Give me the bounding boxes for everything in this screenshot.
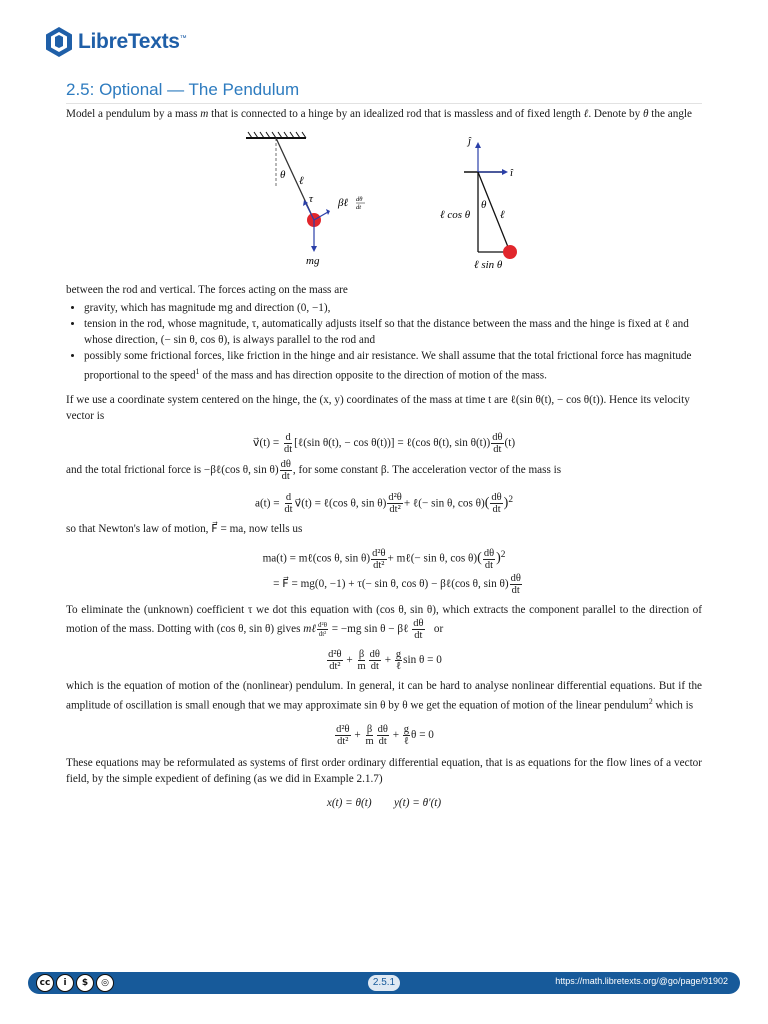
nonlinear-equation: $\frac{\text{d²θ}}{\text{dt²}}$ + $\frac{\beta}{m}$ $\frac{d\theta}{dt}$ + $\frac{g}{\text{ℓ}}$ sin θ = 0 (328, 649, 442, 673)
lcos-label: ℓ cos θ (440, 209, 471, 221)
left-theta-label: θ (280, 169, 286, 181)
page-title: 2.5: Optional — The Pendulum (66, 80, 702, 104)
right-coordinate-diagram (440, 135, 517, 271)
i-hat-label: î (510, 167, 514, 179)
logo-text: LibreTexts™ (78, 30, 187, 53)
velocity-equation: v⃗(t) = $\frac{d}{dt}$ [ℓ(sin θ(t), − cos θ(t))] = ℓ(cos θ(t), sin θ(t)) $\frac{d\theta}{dt}$ (t) (252, 431, 516, 455)
right-theta-label: θ (481, 199, 487, 211)
tension-label: τ (309, 193, 313, 205)
cc-license-badge[interactable] (36, 974, 114, 992)
cc-icon: cc (36, 974, 54, 992)
j-hat-label: ĵ (468, 135, 472, 147)
libretexts-logo-icon (44, 26, 74, 58)
newton-equation-line-1: ma(t) = mℓ(cos θ, sin θ) $\frac{\text{d²θ}}{\text{dt²}}$ + mℓ(− sin θ, cos θ)( $\frac{d\theta}{dt}$ )$^2$ (262, 548, 506, 572)
definition-equation: x(t) = θ(t) y(t) = θ′(t) (326, 796, 442, 809)
lsin-label: ℓ sin θ (474, 259, 503, 271)
friction-dt: dt (356, 204, 362, 211)
intro-paragraph: Model a pendulum by a mass m that is connected to a hinge by an idealized rod that is massless and of fixed length ℓ. Denote by θ the angle (66, 108, 692, 120)
eliminate-paragraph: To eliminate the (unknown) coefficient τ we dot this equation with (cos θ, sin θ), which extracts the component parallel to the direction of motion of the mass. Dotting with (cos θ, sin θ) gives mℓ $\frac{\text{d²θ}}{\text{dt²}}$ = −mg sin θ − βℓ $\frac{d\theta}{dt}$ or (66, 604, 702, 642)
pendulum-figure (66, 126, 702, 282)
friction-dtheta: dθ (356, 196, 363, 203)
reformulation-paragraph: These equations may be reformulated as systems of first order ordinary differential equation, that is as equations for the flow lines of a vector field, by the simple expedient of defining (as we did in Example 2.1.7) (66, 756, 702, 785)
footnote-2-link[interactable]: 2 (648, 697, 653, 707)
friction-label: βℓ (338, 197, 349, 209)
right-ell-label: ℓ (500, 209, 505, 221)
coordinates-paragraph: If we use a coordinate system centered on the hinge, the (x, y) coordinates of the mass at time t are ℓ(sin θ(t), − cos θ(t)). Hence its velocity vector is (66, 393, 690, 422)
list-item: • gravity, which has magnitude mg and direction (0, −1), (84, 300, 702, 316)
footnote-1-link[interactable]: 1 (195, 367, 200, 376)
forces-list (66, 300, 702, 384)
page-footer (28, 972, 740, 994)
friction-paragraph: and the total frictional force is −βℓ(cos θ, sin θ) $\frac{d\theta}{dt}$ , for some constant β. The acceleration vector of the mass is (66, 458, 562, 482)
left-pendulum-diagram (246, 132, 365, 267)
noncommercial-icon: $ (76, 974, 94, 992)
forces-intro: between the rod and vertical. The forces acting on the mass are (66, 284, 348, 296)
list-item: • possibly some frictional forces, like friction in the hinge and air resistance. We shall assume that the total frictional force has magnitude proportional to the speed$^1$ of the mass and has direction opposite to the direction of motion of the mass. (84, 348, 702, 384)
linear-equation: $\frac{\text{d²θ}}{\text{dt²}}$ + $\frac{\beta}{m}$ $\frac{d\theta}{dt}$ + $\frac{g}{\text{ℓ}}$ θ = 0 (336, 723, 434, 747)
page-number: 2.5.1 (368, 975, 400, 991)
list-item: • tension in the rod, whose magnitude, τ, automatically adjusts itself so that the distance between the mass and the hinge is fixed at ℓ and whose direction, (− sin θ, cos θ), is always parallel to the rod and (84, 316, 702, 348)
pendulum-diagrams (66, 126, 702, 282)
left-ell-label: ℓ (299, 175, 304, 187)
sharealike-icon: ◎ (96, 974, 114, 992)
libretexts-logo[interactable] (44, 26, 186, 58)
newton-equation-line-2: = F⃗ = mg(0, −1) + τ(− sin θ, cos θ) − βℓ(cos θ, sin θ) $\frac{d\theta}{dt}$ (273, 573, 521, 597)
nonlinear-paragraph: which is the equation of motion of the (nonlinear) pendulum. In general, it can be hard to analyse nonlinear differential equations. But if the amplitude of oscillation is small enough that we may approximate sin θ by θ we get the equation of motion of the linear pendulum$^2$ which is (66, 680, 702, 712)
weight-label: mg (306, 255, 320, 267)
article-body (66, 106, 702, 811)
page-url-link[interactable]: https://math.libretexts.org/@go/page/91902 (555, 976, 728, 986)
acceleration-equation: a(t) = $\frac{d}{dt}$ v⃗(t) = ℓ(cos θ, sin θ) $\frac{\text{d²θ}}{\text{dt²}}$ + ℓ(− sin θ, cos θ)( $\frac{d\theta}{dt}$ )$^2$ (254, 492, 514, 516)
attribution-icon: i (56, 974, 74, 992)
newton-paragraph: so that Newton's law of motion, F⃗ = ma, now tells us (66, 523, 303, 536)
